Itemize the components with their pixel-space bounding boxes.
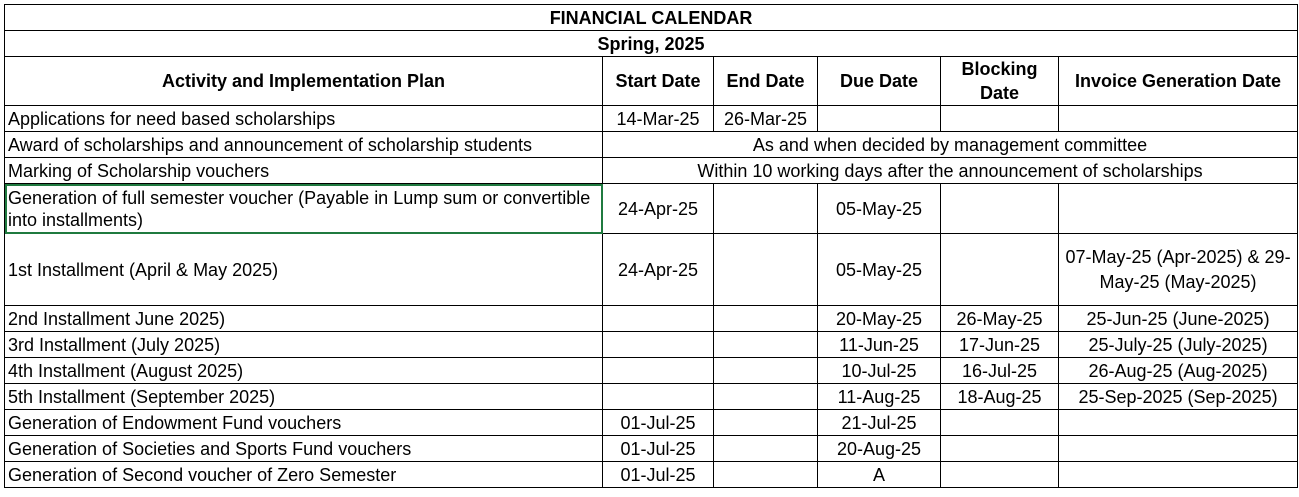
activity-cell[interactable]: 5th Installment (September 2025): [5, 384, 603, 410]
table-row: [5, 384, 1298, 410]
end-date-cell[interactable]: [714, 462, 818, 488]
invoice-date-cell[interactable]: [1059, 462, 1298, 488]
table-row: [5, 184, 1298, 234]
activity-cell[interactable]: 4th Installment (August 2025): [5, 358, 603, 384]
start-date-cell[interactable]: 01-Jul-25: [603, 462, 714, 488]
header-row: [5, 57, 1298, 106]
start-date-cell[interactable]: [603, 332, 714, 358]
activity-cell[interactable]: 1st Installment (April & May 2025): [5, 234, 603, 306]
table-row: [5, 410, 1298, 436]
end-date-cell[interactable]: [714, 410, 818, 436]
activity-cell[interactable]: Marking of Scholarship vouchers: [5, 158, 603, 184]
table-row: [5, 132, 1298, 158]
due-date-cell[interactable]: 10-Jul-25: [818, 358, 941, 384]
financial-calendar-table: [4, 4, 1298, 488]
end-date-cell[interactable]: [714, 184, 818, 234]
blocking-date-cell[interactable]: [941, 234, 1059, 306]
due-date-cell[interactable]: A: [818, 462, 941, 488]
calendar-title[interactable]: FINANCIAL CALENDAR: [5, 5, 1298, 31]
header-blocking-date[interactable]: Blocking Date: [941, 57, 1059, 106]
header-activity[interactable]: Activity and Implementation Plan: [5, 57, 603, 106]
end-date-cell[interactable]: [714, 384, 818, 410]
table-row: [5, 332, 1298, 358]
start-date-cell[interactable]: [603, 384, 714, 410]
invoice-date-cell[interactable]: [1059, 106, 1298, 132]
subtitle-row: [5, 31, 1298, 57]
header-end-date[interactable]: End Date: [714, 57, 818, 106]
activity-cell[interactable]: 3rd Installment (July 2025): [5, 332, 603, 358]
end-date-cell[interactable]: [714, 436, 818, 462]
blocking-date-cell[interactable]: [941, 436, 1059, 462]
table-row: [5, 436, 1298, 462]
blocking-date-cell[interactable]: [941, 106, 1059, 132]
blocking-date-cell[interactable]: [941, 462, 1059, 488]
start-date-cell[interactable]: 24-Apr-25: [603, 234, 714, 306]
start-date-cell[interactable]: 14-Mar-25: [603, 106, 714, 132]
due-date-cell[interactable]: 20-Aug-25: [818, 436, 941, 462]
activity-cell[interactable]: Generation of Societies and Sports Fund vouchers: [5, 436, 603, 462]
table-row: [5, 158, 1298, 184]
table-row: [5, 462, 1298, 488]
end-date-cell[interactable]: [714, 306, 818, 332]
start-date-cell[interactable]: 24-Apr-25: [603, 184, 714, 234]
invoice-date-cell[interactable]: [1059, 436, 1298, 462]
table-row: [5, 306, 1298, 332]
invoice-date-cell[interactable]: 25-Sep-2025 (Sep-2025): [1059, 384, 1298, 410]
end-date-cell[interactable]: 26-Mar-25: [714, 106, 818, 132]
due-date-cell[interactable]: 05-May-25: [818, 234, 941, 306]
table-row: [5, 106, 1298, 132]
blocking-date-cell[interactable]: 17-Jun-25: [941, 332, 1059, 358]
blocking-date-cell[interactable]: [941, 410, 1059, 436]
invoice-date-cell[interactable]: 07-May-25 (Apr-2025) & 29-May-25 (May-2025): [1059, 234, 1298, 306]
blocking-date-cell[interactable]: 26-May-25: [941, 306, 1059, 332]
start-date-cell[interactable]: 01-Jul-25: [603, 410, 714, 436]
merged-note-cell[interactable]: Within 10 working days after the announcement of scholarships: [603, 158, 1298, 184]
activity-cell[interactable]: Generation of Second voucher of Zero Semester: [5, 462, 603, 488]
due-date-cell[interactable]: 05-May-25: [818, 184, 941, 234]
header-invoice-date[interactable]: Invoice Generation Date: [1059, 57, 1298, 106]
title-row: [5, 5, 1298, 31]
header-start-date[interactable]: Start Date: [603, 57, 714, 106]
start-date-cell[interactable]: [603, 358, 714, 384]
blocking-date-cell[interactable]: 16-Jul-25: [941, 358, 1059, 384]
start-date-cell[interactable]: [603, 306, 714, 332]
table-row: [5, 234, 1298, 306]
due-date-cell[interactable]: 11-Jun-25: [818, 332, 941, 358]
activity-cell[interactable]: 2nd Installment June 2025): [5, 306, 603, 332]
merged-note-cell[interactable]: As and when decided by management committee: [603, 132, 1298, 158]
table-row: [5, 358, 1298, 384]
header-due-date[interactable]: Due Date: [818, 57, 941, 106]
invoice-date-cell[interactable]: [1059, 184, 1298, 234]
due-date-cell[interactable]: 20-May-25: [818, 306, 941, 332]
invoice-date-cell[interactable]: [1059, 410, 1298, 436]
activity-cell[interactable]: Generation of full semester voucher (Payable in Lump sum or convertible into installments): [5, 184, 603, 234]
start-date-cell[interactable]: 01-Jul-25: [603, 436, 714, 462]
due-date-cell[interactable]: 11-Aug-25: [818, 384, 941, 410]
invoice-date-cell[interactable]: 25-Jun-25 (June-2025): [1059, 306, 1298, 332]
end-date-cell[interactable]: [714, 358, 818, 384]
due-date-cell[interactable]: [818, 106, 941, 132]
activity-cell[interactable]: Award of scholarships and announcement of scholarship students: [5, 132, 603, 158]
activity-cell[interactable]: Applications for need based scholarships: [5, 106, 603, 132]
end-date-cell[interactable]: [714, 234, 818, 306]
invoice-date-cell[interactable]: 25-July-25 (July-2025): [1059, 332, 1298, 358]
blocking-date-cell[interactable]: [941, 184, 1059, 234]
blocking-date-cell[interactable]: 18-Aug-25: [941, 384, 1059, 410]
invoice-date-cell[interactable]: 26-Aug-25 (Aug-2025): [1059, 358, 1298, 384]
due-date-cell[interactable]: 21-Jul-25: [818, 410, 941, 436]
activity-cell[interactable]: Generation of Endowment Fund vouchers: [5, 410, 603, 436]
calendar-subtitle[interactable]: Spring, 2025: [5, 31, 1298, 57]
end-date-cell[interactable]: [714, 332, 818, 358]
